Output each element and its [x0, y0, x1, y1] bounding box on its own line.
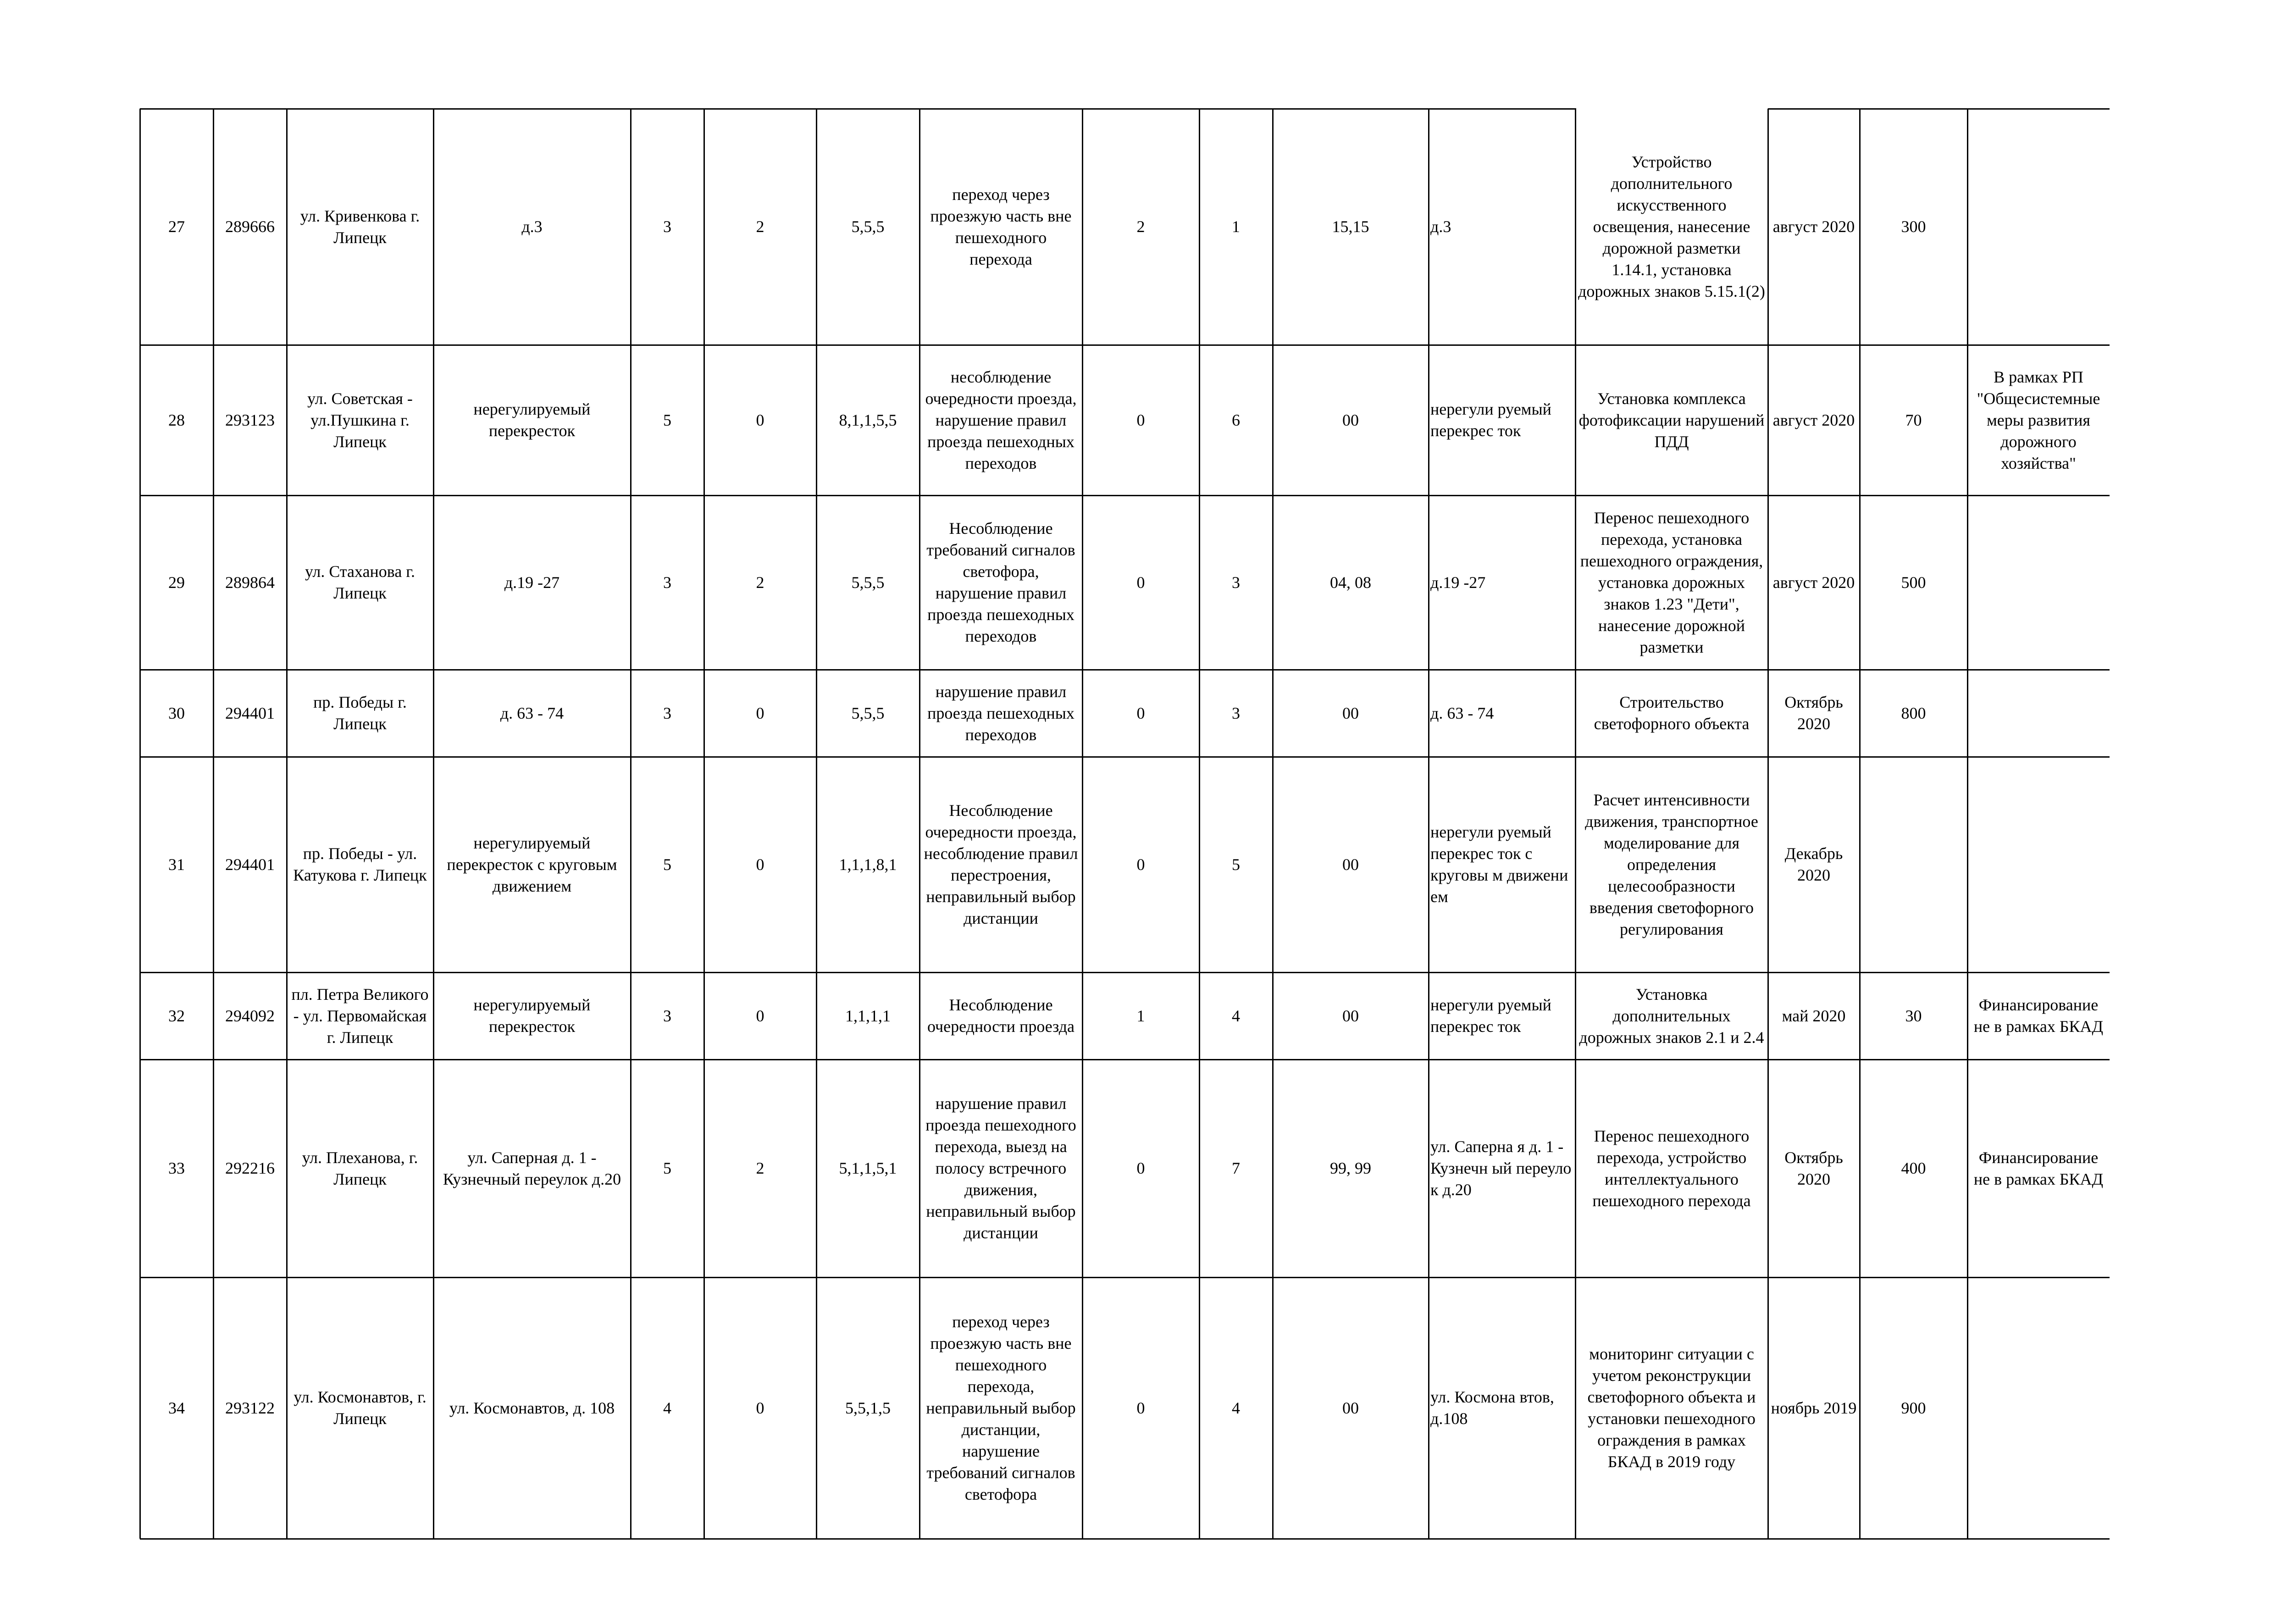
cell-c10 [1199, 109, 1273, 345]
cell-text: д. 63 - 74 [500, 704, 564, 722]
cell-street [287, 757, 433, 972]
table-hline [140, 108, 1576, 110]
cell-measures [1575, 109, 1768, 345]
cell-text: 300 [1901, 217, 1926, 236]
cell-text: ул. Плеханова, г. Липецк [302, 1148, 418, 1188]
cell-place [433, 1277, 631, 1539]
cell-c6 [704, 757, 816, 972]
cell-text: 294092 [225, 1006, 275, 1025]
table-hline [140, 669, 2110, 671]
cell-text: Строительство светофорного объекта [1594, 693, 1750, 733]
cell-c10 [1199, 972, 1273, 1059]
cell-text: 0 [756, 1398, 764, 1417]
cell-text: нерегулируемый перекресток с круговым движением [447, 833, 617, 895]
cell-place [433, 495, 631, 670]
cell-text: 00 [1342, 855, 1359, 874]
cell-violation [919, 1059, 1082, 1277]
cell-place2 [1429, 1059, 1575, 1277]
cell-text: 00 [1342, 1398, 1359, 1417]
cell-text: 15,15 [1332, 217, 1369, 236]
cell-c6 [704, 109, 816, 345]
cell-c7 [816, 670, 919, 757]
cell-text: д. 63 - 74 [1430, 704, 1494, 722]
cell-place2 [1429, 345, 1575, 495]
cell-text: нерегулируемый перекресток [473, 400, 591, 440]
cell-text: 0 [756, 1006, 764, 1025]
cell-note [1967, 345, 2110, 495]
cell-id [213, 1059, 287, 1277]
cell-id [213, 972, 287, 1059]
cell-text: нерегули руемый перекрес ток [1430, 996, 1551, 1036]
cell-violation [919, 1277, 1082, 1539]
cell-c11 [1273, 1277, 1429, 1539]
cell-violation [919, 757, 1082, 972]
cell-id [213, 345, 287, 495]
cell-violation [919, 495, 1082, 670]
cell-text: нерегули руемый перекрес ток [1430, 400, 1551, 440]
cell-measures [1575, 495, 1768, 670]
cell-c9 [1082, 109, 1199, 345]
table-row [140, 757, 2110, 972]
cell-text: 1 [1136, 1006, 1145, 1025]
cell-text: 33 [168, 1159, 185, 1177]
cell-violation [919, 670, 1082, 757]
cell-text: 4 [1232, 1006, 1240, 1025]
table-vline [1767, 109, 1769, 1539]
cell-cost [1860, 109, 1967, 345]
cell-num [140, 757, 213, 972]
cell-text: д.3 [521, 217, 543, 236]
table-hline [140, 1059, 2110, 1060]
cell-num [140, 1059, 213, 1277]
cell-text: нарушение правил проезда пешеходных переходов [927, 682, 1074, 744]
cell-text: 0 [756, 410, 764, 429]
cell-text: 04, 08 [1330, 573, 1371, 592]
cell-c10 [1199, 345, 1273, 495]
cell-text: ноябрь 2019 [1771, 1398, 1857, 1417]
cell-c6 [704, 345, 816, 495]
cell-text: ул. Стаханова г. Липецк [305, 562, 415, 602]
cell-text: 500 [1901, 573, 1926, 592]
cell-text: 0 [1136, 1398, 1145, 1417]
table-vline [1859, 109, 1861, 1539]
cell-text: 29 [168, 573, 185, 592]
cell-text: 4 [1232, 1398, 1240, 1417]
cell-c9 [1082, 757, 1199, 972]
cell-place [433, 972, 631, 1059]
cell-measures [1575, 757, 1768, 972]
cell-note [1967, 495, 2110, 670]
cell-text: переход через проезжую часть вне пешеходного перехода, неправильный выбор дистанции, нарушение требований сигналов светофора [926, 1312, 1076, 1503]
cell-cost [1860, 972, 1967, 1059]
cell-text: 34 [168, 1398, 185, 1417]
cell-text: 292216 [225, 1159, 275, 1177]
table-row [140, 109, 2110, 345]
cell-date [1768, 757, 1860, 972]
cell-street [287, 972, 433, 1059]
cell-text: 3 [663, 573, 671, 592]
cell-date [1768, 495, 1860, 670]
cell-text: мониторинг ситуации с учетом реконструкции светофорного объекта и установки пешеходного ограждения в рамках БКАД в 2019 году [1587, 1345, 1756, 1471]
cell-c11 [1273, 495, 1429, 670]
cell-text: 27 [168, 217, 185, 236]
cell-c9 [1082, 1277, 1199, 1539]
table-vline [630, 109, 631, 1539]
cell-text: 70 [1905, 410, 1922, 429]
cell-text: Финансирование не в рамках БКАД [1973, 1148, 2104, 1188]
cell-c6 [704, 670, 816, 757]
cell-id [213, 109, 287, 345]
table-hline [140, 756, 2110, 758]
cell-text: 5,5,5 [851, 704, 885, 722]
cell-id [213, 495, 287, 670]
cell-text: 0 [756, 704, 764, 722]
cell-text: 7 [1232, 1159, 1240, 1177]
cell-num [140, 345, 213, 495]
cell-text: 0 [1136, 410, 1145, 429]
cell-note [1967, 109, 2110, 345]
cell-text: ул. Саперная д. 1 - Кузнечный переулок д.20 [443, 1148, 621, 1188]
cell-text: Несоблюдение очередности проезда, несоблюдение правил перестроения, неправильный выбор дистанции [924, 801, 1078, 927]
cell-violation [919, 972, 1082, 1059]
cell-text: 00 [1342, 410, 1359, 429]
cell-text: нарушение правил проезда пешеходного перехода, выезд на полосу встречного движения, неправильный выбор дистанции [925, 1094, 1076, 1242]
cell-violation [919, 345, 1082, 495]
cell-text: 3 [1232, 704, 1240, 722]
cell-text: 5,5,5 [851, 217, 885, 236]
cell-c9 [1082, 1059, 1199, 1277]
cell-text: несоблюдение очередности проезда, нарушение правил проезда пешеходных переходов [925, 367, 1077, 472]
cell-id [213, 757, 287, 972]
cell-text: 99, 99 [1330, 1159, 1371, 1177]
cell-text: нерегулируемый перекресток [473, 996, 591, 1036]
cell-text: 31 [168, 855, 185, 874]
cell-place [433, 345, 631, 495]
cell-c7 [816, 345, 919, 495]
cell-note [1967, 1059, 2110, 1277]
cell-text: Несоблюдение очередности проезда [927, 996, 1075, 1036]
table-vline [919, 109, 920, 1539]
cell-c5 [631, 1277, 704, 1539]
cell-date [1768, 345, 1860, 495]
cell-text: 900 [1901, 1398, 1926, 1417]
cell-street [287, 1059, 433, 1277]
cell-text: август 2020 [1772, 217, 1855, 236]
table-hline [140, 495, 2110, 496]
cell-num [140, 972, 213, 1059]
cell-text: 3 [663, 217, 671, 236]
cell-date [1768, 972, 1860, 1059]
cell-place [433, 757, 631, 972]
cell-measures [1575, 670, 1768, 757]
cell-note [1967, 757, 2110, 972]
cell-text: 2 [756, 1159, 764, 1177]
cell-date [1768, 1277, 1860, 1539]
cell-note [1967, 670, 2110, 757]
table-row [140, 345, 2110, 495]
cell-street [287, 495, 433, 670]
cell-c10 [1199, 495, 1273, 670]
cell-text: 1,1,1,1 [845, 1006, 891, 1025]
cell-text: д.3 [1430, 217, 1451, 236]
cell-text: 0 [756, 855, 764, 874]
cell-text: Несоблюдение требований сигналов светофора, нарушение правил проезда пешеходных переходов [926, 519, 1075, 645]
cell-text: 1 [1232, 217, 1240, 236]
cell-c10 [1199, 670, 1273, 757]
cell-id [213, 1277, 287, 1539]
cell-text: Установка дополнительных дорожных знаков 2.1 и 2.4 [1579, 985, 1764, 1047]
cell-text: август 2020 [1772, 410, 1855, 429]
cell-text: 28 [168, 410, 185, 429]
cell-text: Декабрь 2020 [1784, 844, 1843, 884]
cell-text: май 2020 [1782, 1006, 1846, 1025]
cell-text: 5 [663, 855, 671, 874]
cell-cost [1860, 757, 1967, 972]
cell-text: Устройство дополнительного искусственного освещения, нанесение дорожной разметки 1.14.1, установка дорожных знаков 5.15.1(2) [1578, 153, 1765, 300]
cell-text: 2 [1136, 217, 1145, 236]
cell-text: 800 [1901, 704, 1926, 722]
cell-cost [1860, 345, 1967, 495]
cell-text: 8,1,1,5,5 [839, 410, 897, 429]
cell-c10 [1199, 1059, 1273, 1277]
cell-c6 [704, 495, 816, 670]
cell-c7 [816, 1277, 919, 1539]
table-row [140, 1059, 2110, 1277]
cell-text: 5 [663, 1159, 671, 1177]
cell-text: 6 [1232, 410, 1240, 429]
cell-measures [1575, 1059, 1768, 1277]
table-vline [703, 109, 705, 1539]
table-row [140, 495, 2110, 670]
table-vline [433, 109, 434, 1539]
cell-text: 0 [1136, 855, 1145, 874]
cell-cost [1860, 670, 1967, 757]
cell-c11 [1273, 972, 1429, 1059]
cell-text: Установка комплекса фотофиксации нарушений ПДД [1579, 389, 1765, 451]
cell-text: 00 [1342, 1006, 1359, 1025]
cell-text: В рамках РП "Общесистемные меры развития дорожного хозяйства" [1977, 367, 2100, 472]
cell-c9 [1082, 972, 1199, 1059]
cell-c10 [1199, 1277, 1273, 1539]
cell-text: 294401 [225, 704, 275, 722]
cell-text: 5,5,5 [851, 573, 885, 592]
cell-c5 [631, 972, 704, 1059]
cell-text: 3 [663, 704, 671, 722]
table-hline [1768, 108, 2110, 110]
cell-place2 [1429, 757, 1575, 972]
cell-text: 5 [663, 410, 671, 429]
cell-violation [919, 109, 1082, 345]
cell-text: д.19 -27 [504, 573, 560, 592]
cell-measures [1575, 345, 1768, 495]
cell-text: 0 [1136, 1159, 1145, 1177]
cell-street [287, 670, 433, 757]
cell-c5 [631, 1059, 704, 1277]
cell-num [140, 109, 213, 345]
cell-c5 [631, 757, 704, 972]
cell-c6 [704, 1059, 816, 1277]
cell-text: 5,1,1,5,1 [839, 1159, 897, 1177]
table-vline [816, 109, 817, 1539]
cell-place [433, 670, 631, 757]
cell-text: Перенос пешеходного перехода, устройство интеллектуального пешеходного перехода [1592, 1126, 1751, 1210]
cell-text: пр. Победы г. Липецк [313, 693, 407, 733]
table-vline [139, 109, 141, 1539]
cell-c5 [631, 495, 704, 670]
cell-text: 289666 [225, 217, 275, 236]
cell-c6 [704, 1277, 816, 1539]
cell-text: Перенос пешеходного перехода, установка пешеходного ограждения, установка дорожных знаков 1.23 "Дети", нанесение дорожной разметки [1580, 508, 1763, 656]
cell-text: 5,5,1,5 [845, 1398, 891, 1417]
table-row [140, 670, 2110, 757]
cell-text: ул. Космонавтов, д. 108 [449, 1398, 615, 1417]
cell-place2 [1429, 495, 1575, 670]
cell-c6 [704, 972, 816, 1059]
cell-text: август 2020 [1772, 573, 1855, 592]
cell-c7 [816, 495, 919, 670]
table-row [140, 1277, 2110, 1539]
table-vline [1199, 109, 1200, 1539]
table-vline [1967, 109, 1968, 1539]
cell-text: ул. Кривенкова г. Липецк [300, 206, 420, 247]
cell-place2 [1429, 972, 1575, 1059]
cell-place2 [1429, 670, 1575, 757]
cell-c7 [816, 1059, 919, 1277]
cell-cost [1860, 1277, 1967, 1539]
cell-text: ул. Космона втов, д.108 [1430, 1388, 1554, 1428]
table-vline [1082, 109, 1083, 1539]
cell-text: Октябрь 2020 [1784, 1148, 1843, 1188]
table-vline [286, 109, 288, 1539]
cell-street [287, 109, 433, 345]
cell-text: 2 [756, 573, 764, 592]
cell-c7 [816, 972, 919, 1059]
cell-c11 [1273, 757, 1429, 972]
cell-num [140, 1277, 213, 1539]
cell-text: 289864 [225, 573, 275, 592]
cell-c9 [1082, 495, 1199, 670]
cell-c5 [631, 345, 704, 495]
cell-text: 1,1,1,8,1 [839, 855, 897, 874]
cell-text: пл. Петра Великого - ул. Первомайская г. Липецк [291, 985, 429, 1047]
table-vline [1575, 109, 1576, 1539]
cell-text: д.19 -27 [1430, 573, 1486, 592]
table-hline [140, 972, 2110, 973]
cell-text: Расчет интенсивности движения, транспортное моделирование для определения целесообразности введения светофорного регулирования [1585, 790, 1758, 938]
cell-text: 400 [1901, 1159, 1926, 1177]
cell-c11 [1273, 109, 1429, 345]
cell-place [433, 109, 631, 345]
cell-date [1768, 109, 1860, 345]
cell-text: пр. Победы - ул. Катукова г. Липецк [293, 844, 427, 884]
cell-measures [1575, 972, 1768, 1059]
table-hline [140, 1277, 2110, 1278]
cell-text: 00 [1342, 704, 1359, 722]
cell-text: 294401 [225, 855, 275, 874]
cell-measures [1575, 1277, 1768, 1539]
cell-text: ул. Советская - ул.Пушкина г. Липецк [307, 389, 413, 451]
table-vline [1428, 109, 1429, 1539]
cell-c9 [1082, 670, 1199, 757]
cell-cost [1860, 1059, 1967, 1277]
cell-text: 293122 [225, 1398, 275, 1417]
cell-text: ул. Космонавтов, г. Липецк [294, 1388, 426, 1428]
cell-c11 [1273, 1059, 1429, 1277]
cell-c10 [1199, 757, 1273, 972]
cell-c7 [816, 109, 919, 345]
table-vline [1272, 109, 1274, 1539]
cell-text: Октябрь 2020 [1784, 693, 1843, 733]
cell-place [433, 1059, 631, 1277]
cell-num [140, 495, 213, 670]
table-hline [140, 344, 2110, 346]
cell-date [1768, 1059, 1860, 1277]
table-row [140, 972, 2110, 1059]
cell-text: 30 [1905, 1006, 1922, 1025]
cell-cost [1860, 495, 1967, 670]
cell-c11 [1273, 345, 1429, 495]
cell-date [1768, 670, 1860, 757]
cell-text: нерегули руемый перекрес ток с круговы м движени ем [1430, 823, 1568, 906]
cell-c9 [1082, 345, 1199, 495]
cell-id [213, 670, 287, 757]
cell-text: 0 [1136, 573, 1145, 592]
cell-street [287, 1277, 433, 1539]
cell-note [1967, 1277, 2110, 1539]
cell-c7 [816, 757, 919, 972]
cell-text: 5 [1232, 855, 1240, 874]
cell-text: 3 [663, 1006, 671, 1025]
cell-text: Финансирование не в рамках БКАД [1973, 996, 2104, 1036]
cell-place2 [1429, 109, 1575, 345]
cell-text: 0 [1136, 704, 1145, 722]
cell-street [287, 345, 433, 495]
cell-c5 [631, 670, 704, 757]
cell-text: 293123 [225, 410, 275, 429]
cell-text: 3 [1232, 573, 1240, 592]
cell-c11 [1273, 670, 1429, 757]
cell-text: 2 [756, 217, 764, 236]
cell-num [140, 670, 213, 757]
cell-place2 [1429, 1277, 1575, 1539]
cell-note [1967, 972, 2110, 1059]
cell-text: переход через проезжую часть вне пешеходного перехода [930, 185, 1072, 268]
cell-text: 30 [168, 704, 185, 722]
table-hline [140, 1538, 2110, 1540]
cell-text: 32 [168, 1006, 185, 1025]
cell-text: ул. Саперна я д. 1 - Кузнечн ый переуло к д.20 [1430, 1137, 1572, 1199]
cell-c5 [631, 109, 704, 345]
table-vline [213, 109, 214, 1539]
cell-text: 4 [663, 1398, 671, 1417]
